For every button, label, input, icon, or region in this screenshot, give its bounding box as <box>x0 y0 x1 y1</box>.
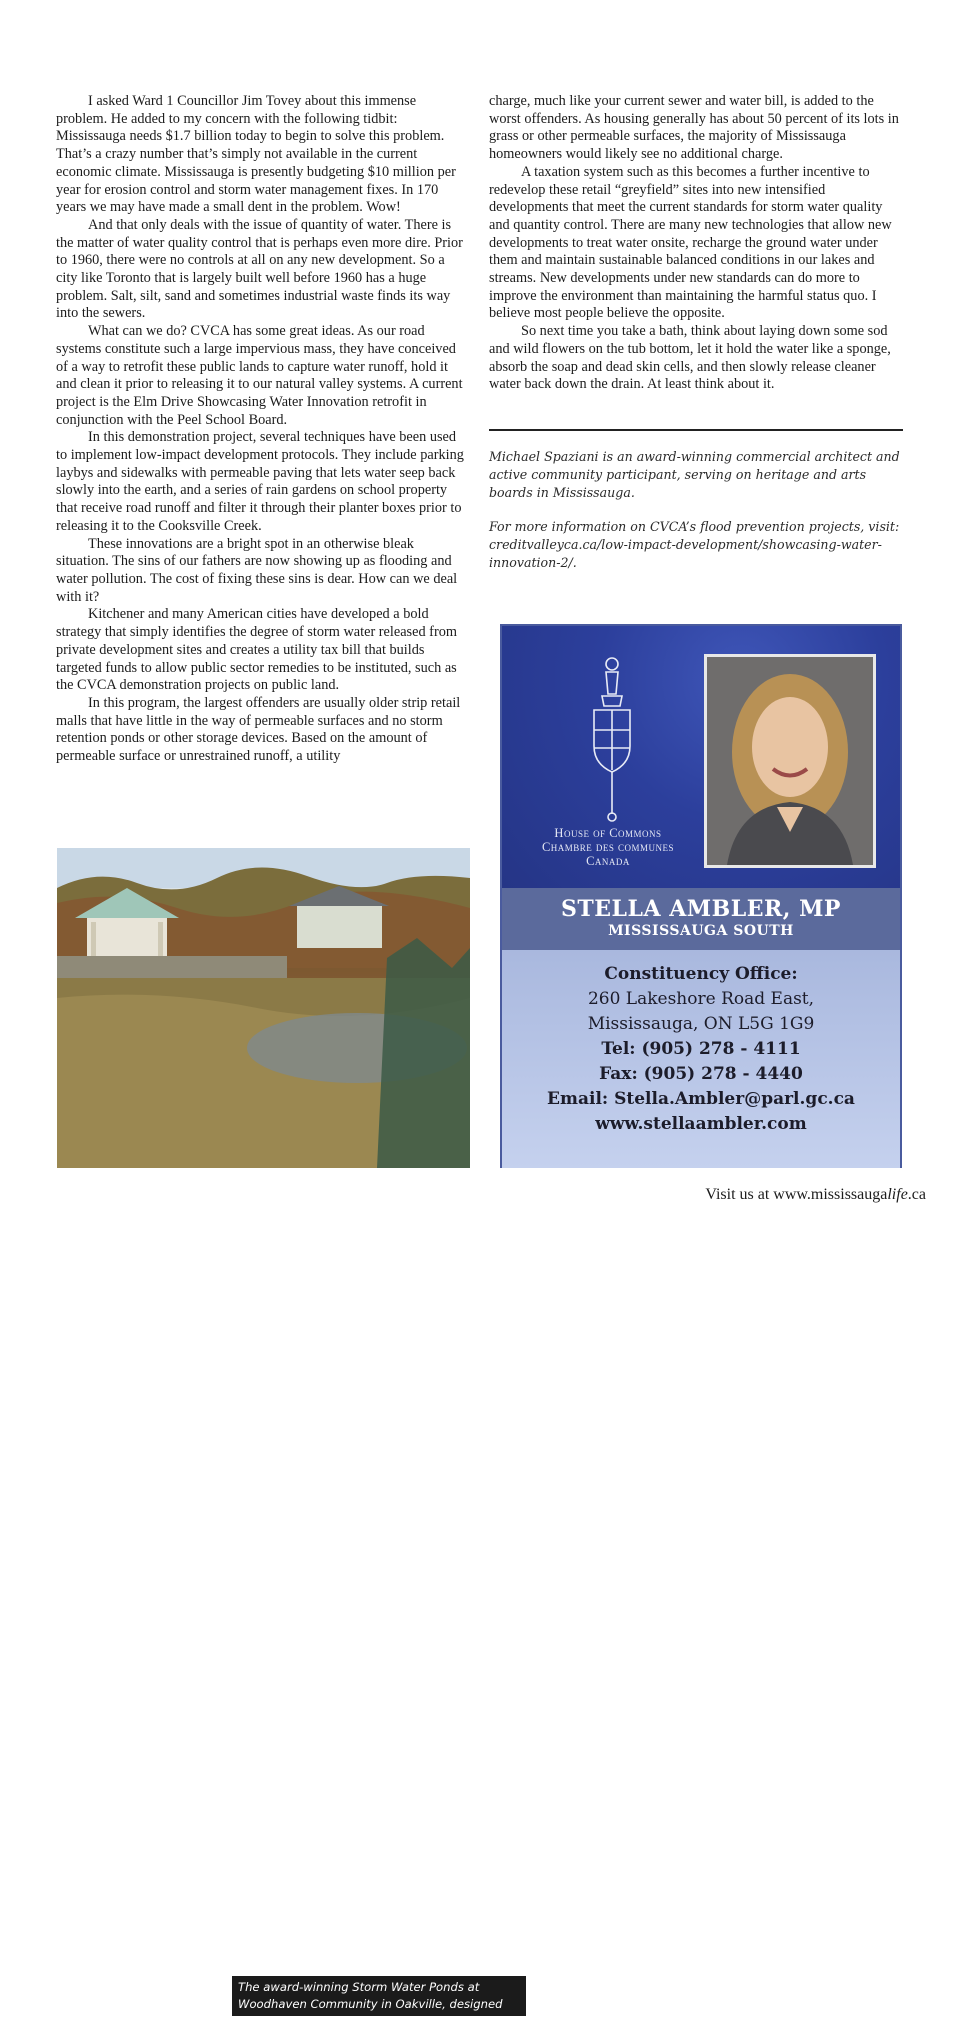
mp-portrait-photo <box>704 654 876 868</box>
article-paragraph: These innovations are a bright spot in an otherwise bleak situation. The sins of our fathers are now showing up as flooding and water pollution. The cost of fixing these sins is dear. How can we deal with it? <box>56 535 458 605</box>
article-paragraph: I asked Ward 1 Councillor Jim Tovey about this immense problem. He added to my concern with the following tidbit: Mississauga needs $1.7 billion today to begin to solve this problem. That’s a crazy number that’s simply not available in the current economic climate. Mississauga is presently budgeting $10 million per year for erosion control and storm water management fixes. In 170 years we may have made a small dent in the problem. Wow! <box>56 93 456 216</box>
article-paragraph: Kitchener and many American cities have developed a bold strategy that simply identifies the degree of storm water released from private development sites and creates a utility tax bill that builds targeted funds to allow public sector remedies to be instituted, such as the CVCA demonstration projects on public land. <box>56 606 457 694</box>
article-paragraph-continued: charge, much like your current sewer and water bill, is added to the worst offenders. As housing generally has about 50 percent of its lots in grass or other permeable surfaces, the majority of Mississauga homeowners would likely see no additional charge. <box>489 93 899 163</box>
house-of-commons-crest-icon <box>572 654 652 824</box>
ad-header-panel <box>502 626 900 888</box>
article-right-column <box>489 93 903 394</box>
photo-caption: The award-winning Storm Water Ponds at Woodhaven Community in Oakville, designed by MSAi. <box>232 1976 526 2016</box>
mp-riding: MISSISSAUGA SOUTH <box>608 923 794 939</box>
house-of-commons-label <box>518 826 698 868</box>
office-email[interactable]: Email: Stella.Ambler@parl.gc.ca <box>547 1089 855 1109</box>
office-telephone: Tel: (905) 278 - 4111 <box>601 1039 801 1059</box>
footer-text-life: life <box>887 1186 908 1203</box>
office-address-line1: 260 Lakeshore Road East, <box>587 989 815 1009</box>
article-paragraph: So next time you take a bath, think about laying down some sod and wild flowers on the tub bottom, let it hold the water like a sponge, absorb the soap and dead skin cells, and then slowly release cleaner water back down the drain. At least think about it. <box>489 323 891 393</box>
article-paragraph: In this program, the largest offenders are usually older strip retail malls that have little in the way of permeable surfaces and no storm retention ponds or other storage devices. Based on the amount of permeable surface or unrestrained runoff, a utility <box>56 694 461 765</box>
mp-name: STELLA AMBLER, MP <box>561 896 841 922</box>
author-bio-block <box>489 448 903 589</box>
footer-text-suffix: .ca <box>907 1186 926 1203</box>
office-website[interactable]: www.stellaambler.com <box>595 1114 807 1134</box>
article-paragraph: And that only deals with the issue of quantity of water. There is the matter of water quality control that is perhaps even more dire. Prior to 1960, there were no controls at all on any new development. So a city like Toronto that is largely built well before 1960 has a huge problem. Salt, silt, sand and sometimes industrial waste finds its way into the sewers. <box>56 216 463 322</box>
portrait-illustration <box>707 657 873 865</box>
office-heading: Constituency Office: <box>604 964 798 984</box>
article-paragraph: What can we do? CVCA has some great ideas. As our road systems constitute such a large impervious mass, they have conceived of a way to retrofit these public lands to capture water runoff, hold it and clean it prior to releasing it to our natural valley systems. A current project is the Elm Drive Showcasing Water Innovation retrofit in conjunction with the Peel School Board. <box>56 323 463 428</box>
footer-text-prefix: Visit us at www.mississauga <box>705 1186 888 1203</box>
author-bio: Michael Spaziani is an award-winning commercial architect and active community participant, serving on heritage and arts boards in Mississauga. <box>489 449 900 500</box>
mp-name-band <box>502 888 900 950</box>
article-paragraph: In this demonstration project, several techniques have been used to implement low-impact development protocols. They include parking laybys and sidewalks with permeable paving that lets water seep back slowly into the earth, and a series of rain gardens on school property that receive road runoff and filter it through their planter boxes prior to releasing it to the Cooksville Creek. <box>56 429 464 534</box>
office-fax: Fax: (905) 278 - 4440 <box>599 1064 803 1084</box>
article-paragraph: A taxation system such as this becomes a further incentive to redevelop these retail “greyfield” sites into new intensified developments that meet the current standards for storm water quality and quantity control. There are many new technologies that allow new developments to treat water onsite, recharge the ground water under them and maintain sustainable balanced conditions in our lakes and streams. New developments under new standards can do more to improve the environment than maintaining the harmful status quo. I believe most people believe the opposite. <box>489 163 892 322</box>
pond-scene-illustration <box>57 848 470 1168</box>
article-left-column <box>56 93 468 766</box>
hoc-line-fr: Chambre des communes <box>541 840 675 854</box>
section-divider <box>489 429 903 431</box>
constituency-office-info <box>502 950 900 1168</box>
office-address-line2: Mississauga, ON L5G 1G9 <box>587 1014 815 1034</box>
hoc-line-en: House of Commons <box>554 826 662 840</box>
hoc-line-country: Canada <box>586 854 630 868</box>
page-footer <box>705 1186 926 1204</box>
mp-advertisement <box>500 624 902 1168</box>
storm-water-pond-photo <box>57 848 503 2028</box>
more-info-link-text[interactable]: For more information on CVCA’s flood prevention projects, visit: creditvalleyca.ca/low-impact-development/showcasing-water-innovation-2/. <box>489 519 900 570</box>
